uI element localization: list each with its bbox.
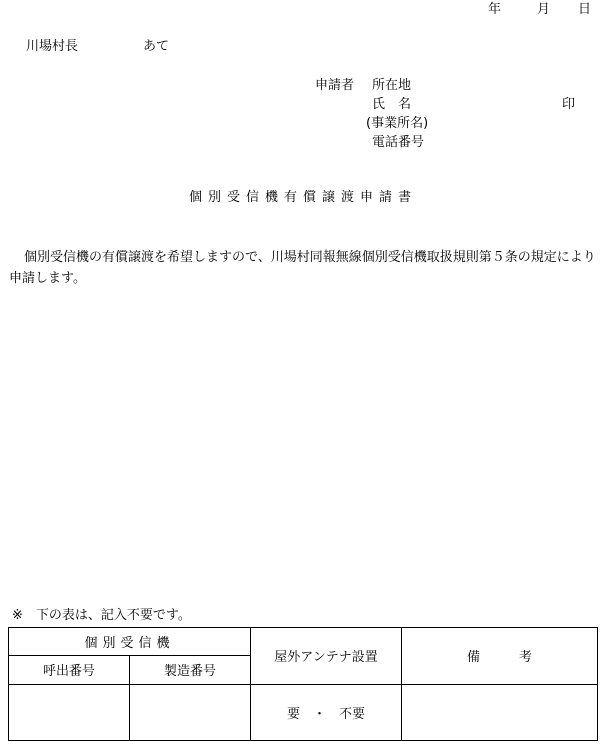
applicant-phone-label: 電話番号 — [372, 135, 425, 150]
call-number-cell — [9, 684, 130, 741]
receiver-header: 個別受信機 — [9, 628, 251, 656]
remarks-header: 備 考 — [402, 628, 598, 685]
date-month-label: 月 — [537, 2, 551, 17]
date-day-label: 日 — [578, 2, 592, 17]
addressee-suffix: あて — [143, 39, 170, 54]
document-title: 個別受信機有償譲渡申請書 — [188, 190, 417, 205]
antenna-value-cell: 要 ・ 不要 — [251, 684, 402, 741]
antenna-header: 屋外アンテナ設置 — [251, 628, 402, 685]
call-number-header: 呼出番号 — [9, 656, 130, 684]
table-note: ※ 下の表は、記入不要です。 — [12, 608, 191, 623]
seal-mark: 印 — [562, 97, 576, 112]
applicant-office-label: (事業所名) — [366, 116, 429, 131]
serial-number-header: 製造番号 — [130, 656, 251, 684]
remarks-cell — [402, 684, 598, 741]
applicant-name-label: 氏 名 — [372, 97, 412, 112]
serial-number-cell — [130, 684, 251, 741]
receiver-info-table — [8, 627, 598, 741]
applicant-address-label: 所在地 — [372, 78, 412, 93]
body-paragraph: 個別受信機の有償譲渡を希望しますので、川場村同報無線個別受信機取扱規則第５条の規定により申請します。 — [9, 250, 596, 286]
applicant-label: 申請者 — [315, 78, 355, 93]
addressee-name: 川場村長 — [26, 39, 79, 54]
date-year-label: 年 — [488, 2, 502, 17]
